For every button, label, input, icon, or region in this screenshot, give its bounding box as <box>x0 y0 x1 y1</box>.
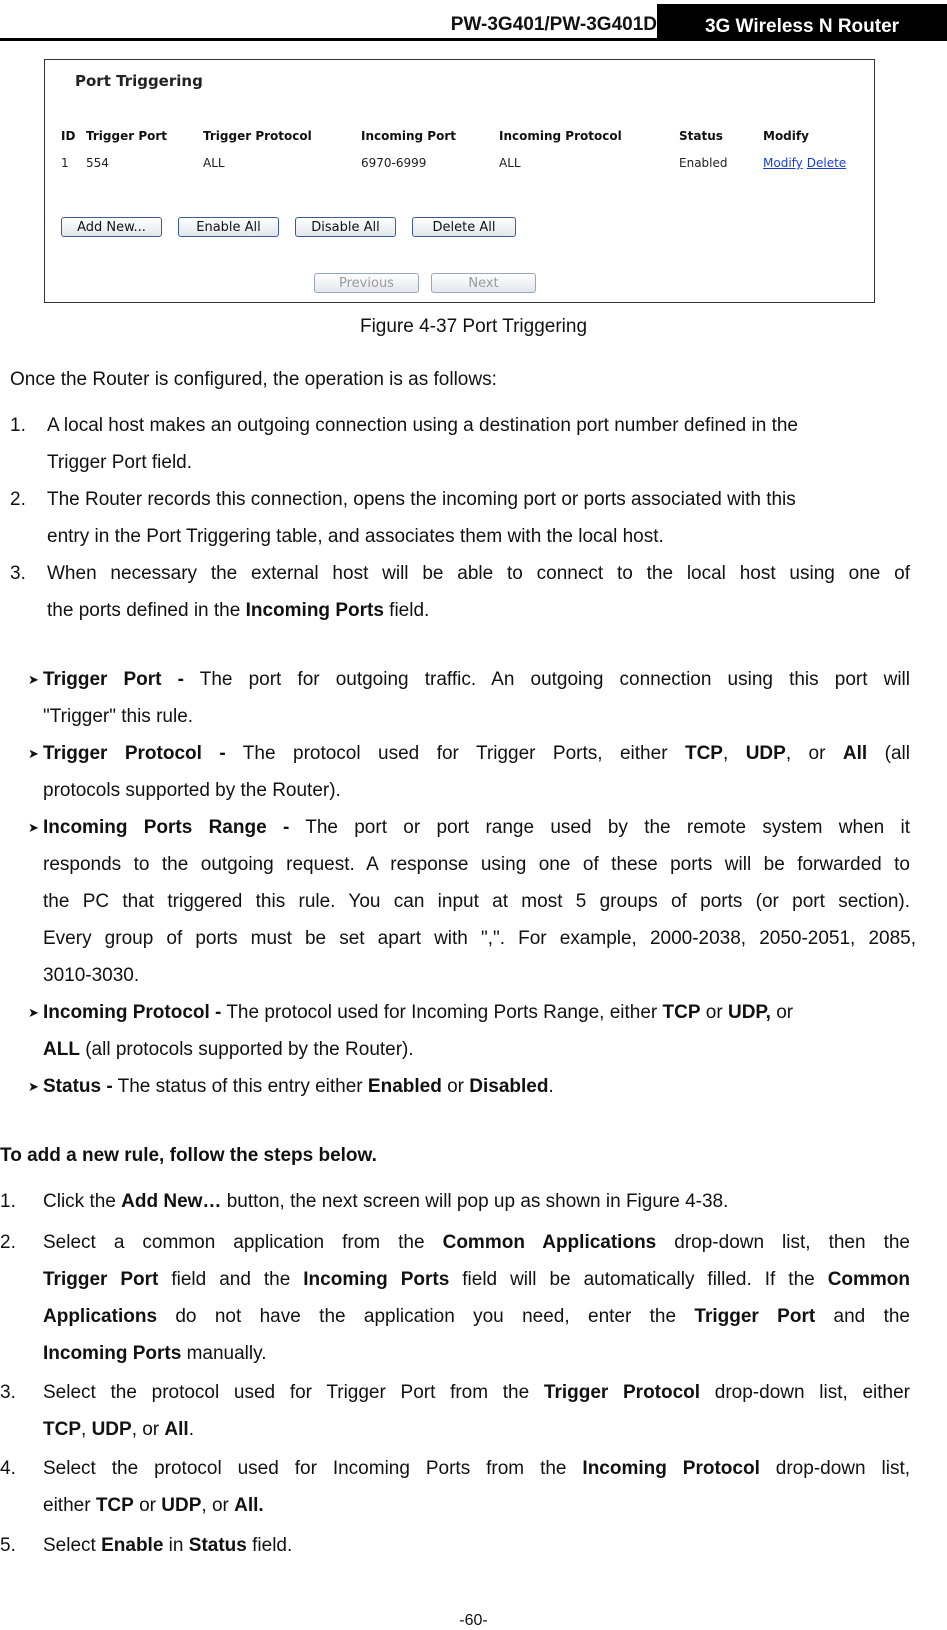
step-3-line-1: When necessary the external host will be able to connect to the local host using one of <box>47 563 910 584</box>
cell-id: 1 <box>61 156 69 170</box>
col-modify: Modify <box>763 129 809 143</box>
panel-title: Port Triggering <box>75 72 203 90</box>
bullet-arrow-icon: ➤ <box>28 1005 39 1020</box>
step-number: 3. <box>10 563 26 584</box>
header-rule <box>0 38 947 41</box>
step-number: 4. <box>0 1458 16 1479</box>
page-header <box>0 0 947 42</box>
rule-step-5: Select Enable in Status field. <box>43 1535 293 1556</box>
cell-trigger-protocol: ALL <box>203 156 225 170</box>
modify-link[interactable]: Modify <box>763 156 803 170</box>
bullet-incoming-ports-range-cont: Every group of ports must be set apart with ",". For example, 2000-2038, 2050-2051, 2085, <box>43 928 916 949</box>
rule-step-4-line-2: either TCP or UDP, or All. <box>43 1495 264 1516</box>
rule-step-3-line-2: TCP, UDP, or All. <box>43 1419 194 1440</box>
cell-incoming-port: 6970-6999 <box>361 156 427 170</box>
bullet-incoming-protocol-cont: ALL (all protocols supported by the Router). <box>43 1039 414 1060</box>
col-trigger-port: Trigger Port <box>86 129 168 143</box>
disable-all-button[interactable]: Disable All <box>295 217 396 237</box>
header-product-tab: 3G Wireless N Router <box>657 4 947 40</box>
add-rule-heading: To add a new rule, follow the steps below. <box>0 1145 377 1166</box>
page-number: -60- <box>459 1612 488 1629</box>
step-number: 5. <box>0 1535 16 1556</box>
bullet-trigger-protocol: Trigger Protocol - The protocol used for Trigger Ports, either TCP, UDP, or All (all <box>43 743 910 764</box>
figure-caption: Figure 4-37 Port Triggering <box>359 316 588 337</box>
bullet-arrow-icon: ➤ <box>28 746 39 761</box>
rule-step-2-line-3: Applications do not have the application you need, enter the Trigger Port and the <box>43 1306 911 1327</box>
rule-step-3-line-1: Select the protocol used for Trigger Port from the Trigger Protocol drop-down list, either <box>43 1382 910 1403</box>
step-number: 1. <box>10 415 26 436</box>
enable-all-button[interactable]: Enable All <box>178 217 279 237</box>
bullet-trigger-port: Trigger Port - The port for outgoing traffic. An outgoing connection using this port will <box>43 669 910 690</box>
col-trigger-protocol: Trigger Protocol <box>203 129 312 143</box>
port-triggering-panel <box>44 59 875 303</box>
rule-step-4-line-1: Select the protocol used for Incoming Ports from the Incoming Protocol drop-down list, <box>43 1458 910 1479</box>
bullet-status: Status - The status of this entry either Enabled or Disabled. <box>43 1076 554 1097</box>
rule-step-2-line-2: Trigger Port field and the Incoming Ports field will be automatically filled. If the Common <box>43 1269 911 1290</box>
step-number: 2. <box>10 489 26 510</box>
step-2-line-2: entry in the Port Triggering table, and associates them with the local host. <box>47 526 664 547</box>
bullet-arrow-icon: ➤ <box>28 672 39 687</box>
bullet-arrow-icon: ➤ <box>28 820 39 835</box>
table-header-row <box>61 126 853 146</box>
delete-all-button[interactable]: Delete All <box>412 217 516 237</box>
cell-incoming-protocol: ALL <box>499 156 521 170</box>
bullet-trigger-protocol-cont: protocols supported by the Router). <box>43 780 341 801</box>
bullet-incoming-ports-range-cont: responds to the outgoing request. A response using one of these ports will be forwarded to <box>43 854 910 875</box>
bullet-trigger-port-cont: "Trigger" this rule. <box>43 706 194 727</box>
rule-step-2-line-1: Select a common application from the Common Applications drop-down list, then the <box>43 1232 910 1253</box>
rule-step-1: Click the Add New… button, the next screen will pop up as shown in Figure 4-38. <box>43 1191 729 1212</box>
cell-modify <box>763 146 853 180</box>
col-incoming-port: Incoming Port <box>361 129 456 143</box>
col-status: Status <box>679 129 723 143</box>
bullet-incoming-ports-range-cont: 3010-3030. <box>43 965 140 986</box>
step-1-line-2: Trigger Port field. <box>47 452 193 473</box>
next-button[interactable]: Next <box>431 273 536 293</box>
table-row <box>61 146 853 180</box>
step-number: 3. <box>0 1382 16 1403</box>
cell-status: Enabled <box>679 156 728 170</box>
port-triggering-table <box>61 126 853 180</box>
delete-link[interactable]: Delete <box>806 156 847 170</box>
bullet-incoming-ports-range: Incoming Ports Range - The port or port range used by the remote system when it <box>43 817 910 838</box>
step-3-line-2: the ports defined in the Incoming Ports field. <box>47 600 430 621</box>
step-number: 1. <box>0 1191 16 1212</box>
col-incoming-protocol: Incoming Protocol <box>499 129 622 143</box>
step-2-line-1: The Router records this connection, opens the incoming port or ports associated with this <box>47 489 796 510</box>
intro-text: Once the Router is configured, the operation is as follows: <box>10 369 497 390</box>
bullet-arrow-icon: ➤ <box>28 1079 39 1094</box>
bullet-incoming-protocol: Incoming Protocol - The protocol used for Incoming Ports Range, either TCP or UDP, or <box>43 1002 794 1023</box>
cell-trigger-port: 554 <box>86 156 109 170</box>
header-model: PW-3G401/PW-3G401D <box>450 14 657 35</box>
col-id: ID <box>61 129 76 143</box>
add-new-button[interactable]: Add New... <box>61 217 162 237</box>
step-number: 2. <box>0 1232 16 1253</box>
bullet-incoming-ports-range-cont: the PC that triggered this rule. You can input at most 5 groups of ports (or port section). <box>43 891 910 912</box>
rule-step-2-line-4: Incoming Ports manually. <box>43 1343 267 1364</box>
step-1-line-1: A local host makes an outgoing connection using a destination port number defined in the <box>47 415 799 436</box>
previous-button[interactable]: Previous <box>314 273 419 293</box>
